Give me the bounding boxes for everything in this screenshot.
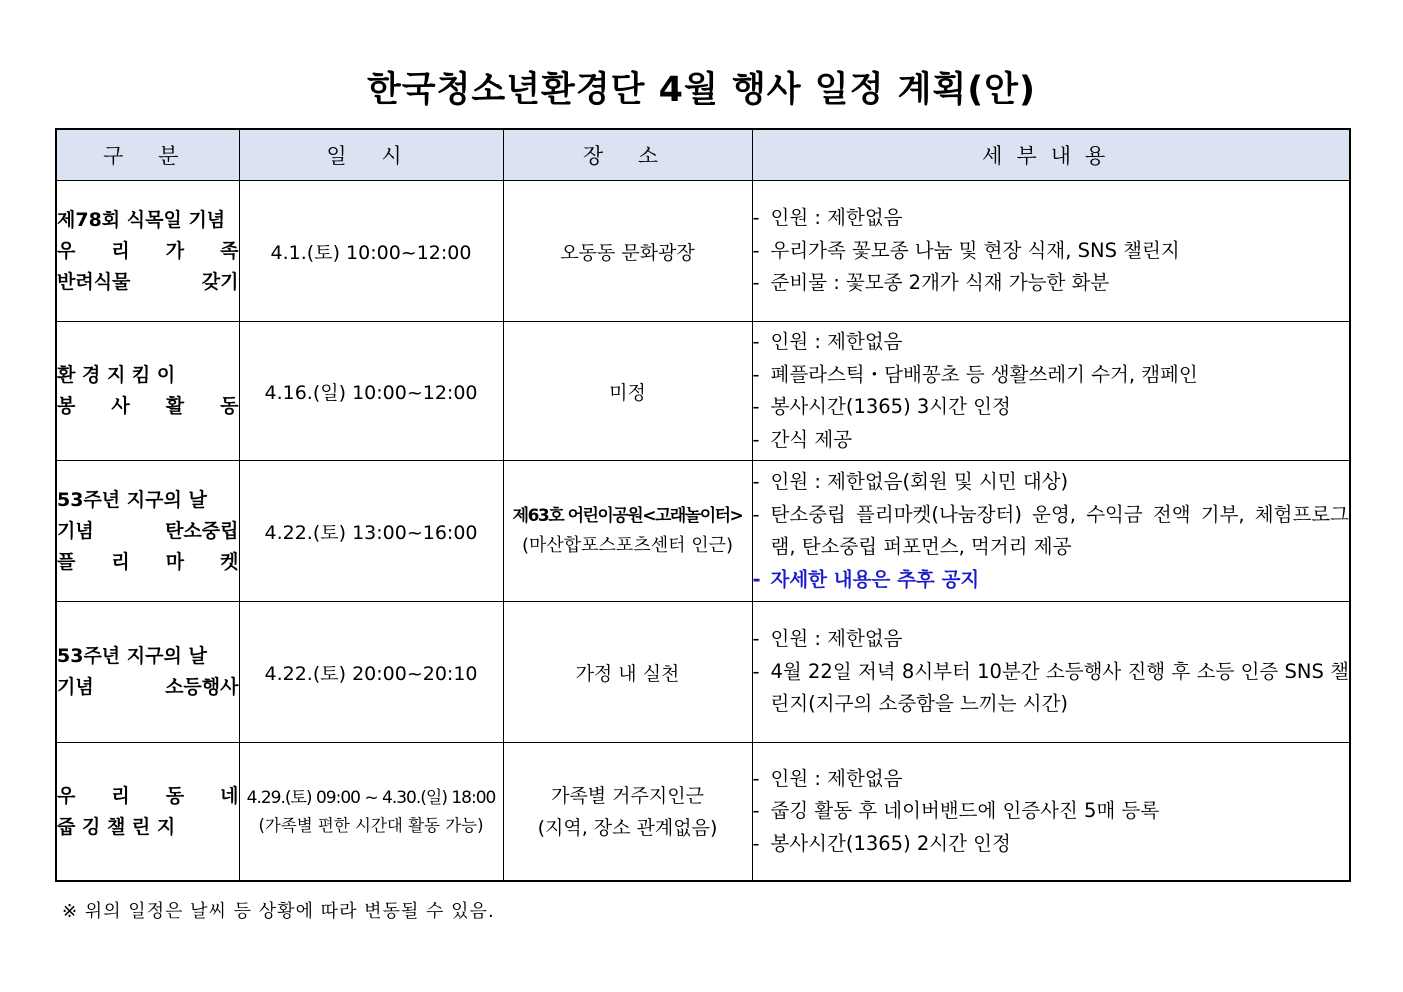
place-main: 가족별 거주지인근 — [551, 784, 704, 807]
category-line: 기념 탄소중립 — [57, 519, 239, 542]
category-line: 53주년 지구의 날 — [57, 488, 207, 511]
category-cell — [56, 743, 239, 882]
datetime-cell: 4.22.(토) 13:00~16:00 — [239, 461, 503, 602]
place-sub: (지역, 장소 관계없음) — [537, 816, 718, 839]
datetime-cell: 4.1.(토) 10:00~12:00 — [239, 181, 503, 322]
place-main: 제63호 어린이공원<고래놀이터> — [512, 506, 743, 526]
detail-item: - 봉사시간(1365) 2시간 인정 — [752, 831, 1011, 855]
header-datetime: 일 시 — [239, 129, 503, 181]
category-line: 봉 사 활 동 — [57, 395, 239, 417]
table-row — [56, 602, 1350, 743]
header-place: 장 소 — [503, 129, 752, 181]
category-line: 플 리 마 켓 — [57, 550, 239, 573]
detail-item: - 인원 : 제한없음(회원 및 시민 대상) — [752, 470, 1069, 493]
table-row — [56, 322, 1350, 461]
table-header-row — [56, 129, 1350, 181]
table-row — [56, 743, 1350, 882]
datetime-cell — [239, 743, 503, 882]
detail-item-highlight: - 자세한 내용은 추후 공지 — [752, 567, 980, 591]
place-cell: 오동동 문화광장 — [503, 181, 752, 322]
place-cell: 미정 — [503, 322, 752, 461]
detail-item: - 우리가족 꽃모종 나눔 및 현장 식재, SNS 챌린지 — [752, 238, 1180, 262]
detail-item: - 인원 : 제한없음 — [752, 330, 903, 353]
detail-item: - 인원 : 제한없음 — [752, 206, 903, 230]
table-row — [56, 461, 1350, 602]
detail-item: - 간식 제공 — [752, 427, 853, 451]
detail-item: - 줍깅 활동 후 네이버밴드에 인증사진 5매 등록 — [752, 799, 1160, 823]
table-row — [56, 181, 1350, 322]
detail-item: - 봉사시간(1365) 3시간 인정 — [752, 395, 1011, 418]
category-line: 우 리 가 족 — [57, 239, 239, 262]
place-cell: 가정 내 실천 — [503, 602, 752, 743]
details-cell — [752, 181, 1350, 322]
category-cell — [56, 322, 239, 461]
detail-item: - 폐플라스틱・담배꽁초 등 생활쓰레기 수거, 캠페인 — [752, 362, 1198, 386]
category-line: 기념 소등행사 — [57, 676, 239, 698]
detail-item: - 인원 : 제한없음 — [752, 627, 903, 651]
footnote: ※ 위의 일정은 날씨 등 상황에 따라 변동될 수 있음. — [62, 901, 495, 922]
details-cell — [752, 743, 1350, 882]
datetime-sub: (가족별 편한 시간대 활동 가능) — [258, 816, 484, 835]
detail-item: - 인원 : 제한없음 — [752, 766, 903, 790]
category-line: 환 경 지 킴 이 — [57, 364, 176, 386]
category-line: 제78회 식목일 기념 — [57, 208, 226, 231]
details-cell — [752, 602, 1350, 743]
schedule-table — [55, 128, 1351, 882]
category-line: 53주년 지구의 날 — [57, 645, 207, 667]
category-cell — [56, 461, 239, 602]
category-cell — [56, 181, 239, 322]
detail-item: - 탄소중립 플리마켓(나눔장터) 운영, 수익금 전액 기부, 체험프로그램, 탄소중립 퍼포먼스, 먹거리 제공 — [752, 502, 1349, 558]
datetime-main: 4.29.(토) 09:00 ~ 4.30.(일) 18:00 — [246, 788, 496, 808]
detail-item: - 4월 22일 저녁 8시부터 10분간 소등행사 진행 후 소등 인증 SNS 챌린지(지구의 소중함을 느끼는 시간) — [752, 659, 1349, 716]
header-details: 세부내용 — [752, 129, 1350, 181]
detail-item: - 준비물 : 꽃모종 2개가 식재 가능한 화분 — [752, 271, 1110, 295]
datetime-cell: 4.22.(토) 20:00~20:10 — [239, 602, 503, 743]
page-title: 한국청소년환경단 4월 행사 일정 계획(안) — [366, 70, 1037, 110]
details-cell — [752, 461, 1350, 602]
category-line: 우 리 동 네 — [57, 784, 239, 807]
place-sub: (마산합포스포츠센터 인근) — [521, 535, 734, 556]
category-line: 반려식물 갖기 — [57, 270, 239, 293]
category-line: 줍 깅 챌 린 지 — [57, 815, 176, 838]
header-category: 구 분 — [56, 129, 239, 181]
place-cell — [503, 743, 752, 882]
category-cell — [56, 602, 239, 743]
place-cell — [503, 461, 752, 602]
details-cell — [752, 322, 1350, 461]
datetime-cell: 4.16.(일) 10:00~12:00 — [239, 322, 503, 461]
